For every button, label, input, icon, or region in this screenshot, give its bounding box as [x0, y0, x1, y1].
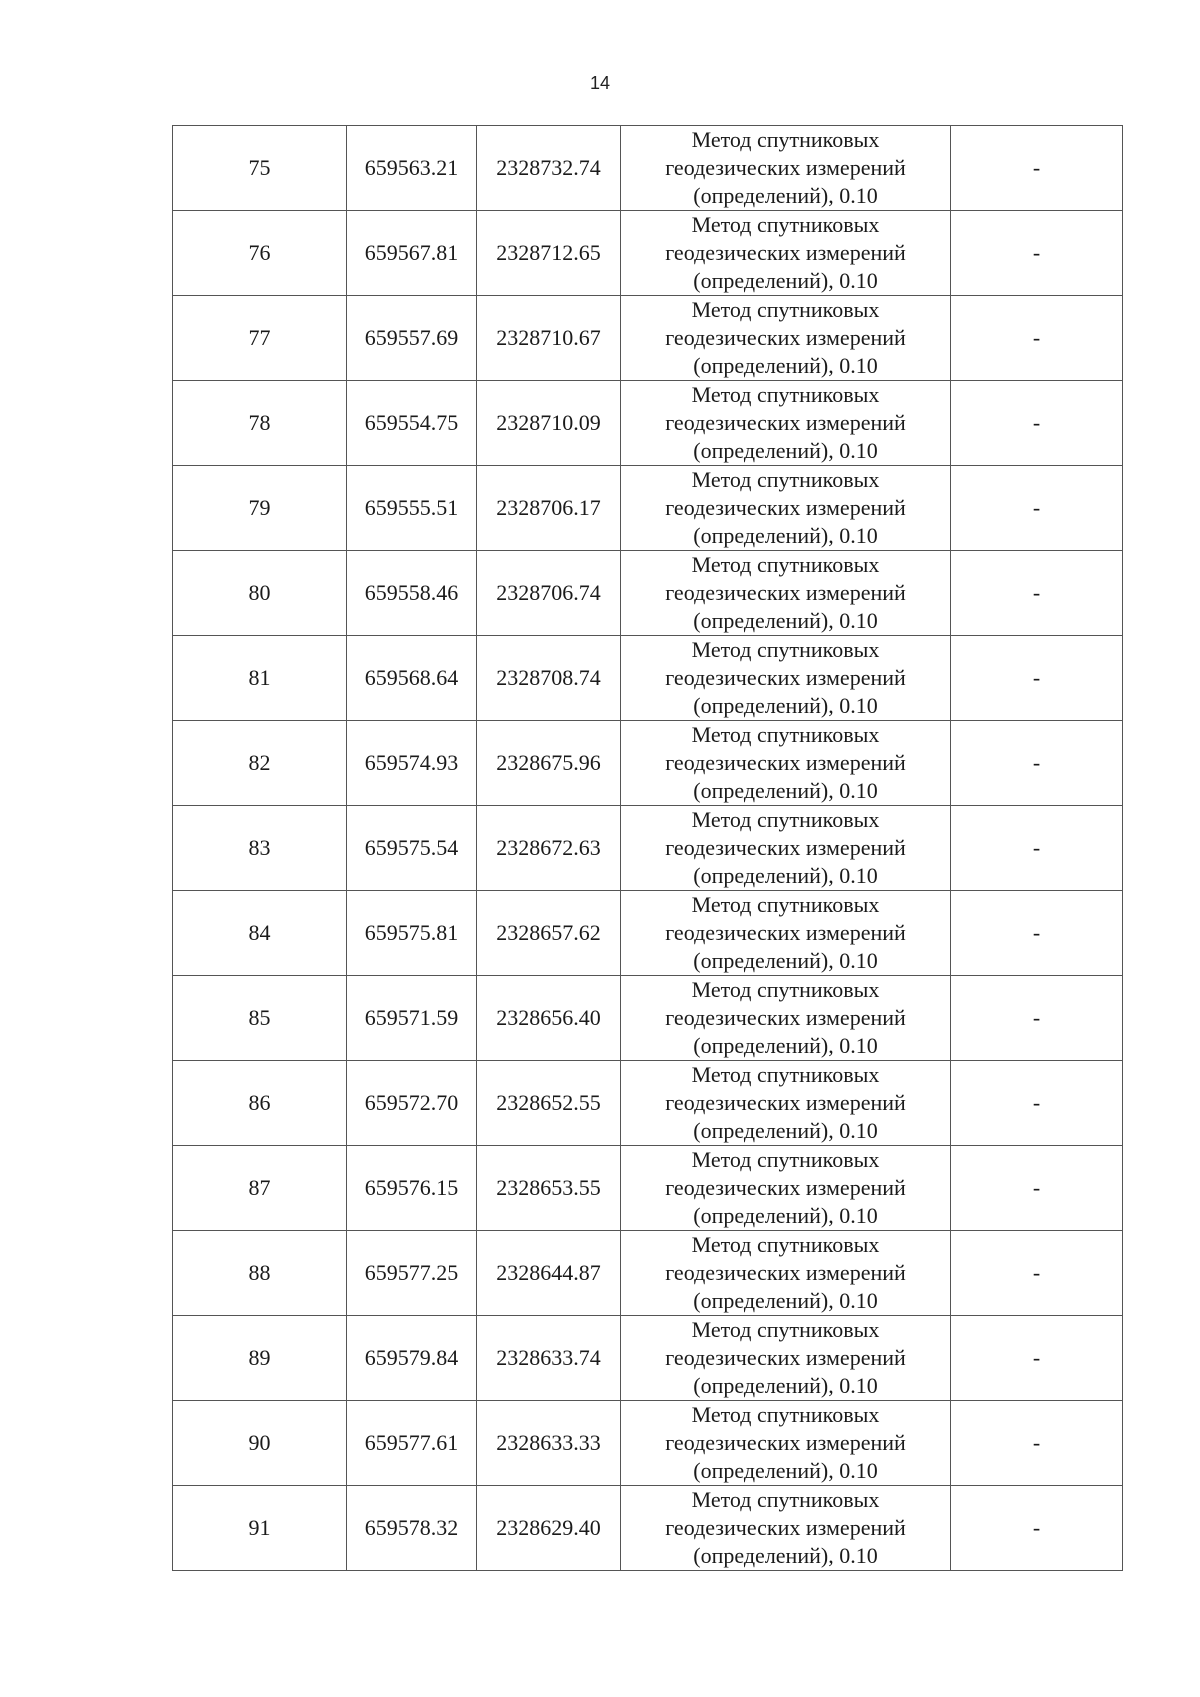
point-number-cell: 76 — [173, 211, 347, 296]
note-cell: - — [951, 1401, 1123, 1486]
method-line: геодезических измерений — [665, 835, 906, 860]
method-line: (определений), 0.10 — [693, 1288, 878, 1313]
method-line: геодезических измерений — [665, 750, 906, 775]
x-coordinate-cell: 659578.32 — [347, 1486, 477, 1571]
method-cell — [621, 976, 951, 1061]
method-line: (определений), 0.10 — [693, 268, 878, 293]
note-cell: - — [951, 1061, 1123, 1146]
note-cell: - — [951, 551, 1123, 636]
method-line: геодезических измерений — [665, 1515, 906, 1540]
method-line: геодезических измерений — [665, 665, 906, 690]
method-cell — [621, 636, 951, 721]
method-line: Метод спутниковых — [691, 1317, 880, 1342]
x-coordinate-cell: 659571.59 — [347, 976, 477, 1061]
method-cell — [621, 551, 951, 636]
x-coordinate-cell: 659558.46 — [347, 551, 477, 636]
y-coordinate-cell: 2328657.62 — [477, 891, 621, 976]
point-number-cell: 80 — [173, 551, 347, 636]
method-cell — [621, 1486, 951, 1571]
note-cell: - — [951, 1486, 1123, 1571]
method-line: Метод спутниковых — [691, 1487, 880, 1512]
y-coordinate-cell: 2328656.40 — [477, 976, 621, 1061]
method-line: (определений), 0.10 — [693, 1458, 878, 1483]
method-line: Метод спутниковых — [691, 1147, 880, 1172]
x-coordinate-cell: 659579.84 — [347, 1316, 477, 1401]
method-cell — [621, 1146, 951, 1231]
table-row — [173, 296, 1123, 381]
note-cell: - — [951, 891, 1123, 976]
point-number-cell: 84 — [173, 891, 347, 976]
method-line: (определений), 0.10 — [693, 353, 878, 378]
note-cell: - — [951, 976, 1123, 1061]
x-coordinate-cell: 659563.21 — [347, 126, 477, 211]
method-line: геодезических измерений — [665, 1090, 906, 1115]
y-coordinate-cell: 2328712.65 — [477, 211, 621, 296]
table-row — [173, 636, 1123, 721]
method-line: Метод спутниковых — [691, 382, 880, 407]
method-line: (определений), 0.10 — [693, 863, 878, 888]
method-line: (определений), 0.10 — [693, 778, 878, 803]
method-cell — [621, 721, 951, 806]
table-row — [173, 1401, 1123, 1486]
x-coordinate-cell: 659577.25 — [347, 1231, 477, 1316]
method-line: (определений), 0.10 — [693, 948, 878, 973]
note-cell: - — [951, 1316, 1123, 1401]
method-line: (определений), 0.10 — [693, 1033, 878, 1058]
point-number-cell: 78 — [173, 381, 347, 466]
y-coordinate-cell: 2328706.74 — [477, 551, 621, 636]
note-cell: - — [951, 1146, 1123, 1231]
note-cell: - — [951, 466, 1123, 551]
method-line: Метод спутниковых — [691, 637, 880, 662]
method-cell — [621, 1401, 951, 1486]
x-coordinate-cell: 659574.93 — [347, 721, 477, 806]
point-number-cell: 75 — [173, 126, 347, 211]
y-coordinate-cell: 2328644.87 — [477, 1231, 621, 1316]
point-number-cell: 79 — [173, 466, 347, 551]
note-cell: - — [951, 721, 1123, 806]
method-cell — [621, 126, 951, 211]
y-coordinate-cell: 2328732.74 — [477, 126, 621, 211]
note-cell: - — [951, 1231, 1123, 1316]
method-line: геодезических измерений — [665, 495, 906, 520]
method-line: Метод спутниковых — [691, 1232, 880, 1257]
x-coordinate-cell: 659555.51 — [347, 466, 477, 551]
table-row — [173, 1061, 1123, 1146]
method-cell — [621, 806, 951, 891]
x-coordinate-cell: 659568.64 — [347, 636, 477, 721]
table-row — [173, 466, 1123, 551]
note-cell: - — [951, 296, 1123, 381]
table-row — [173, 551, 1123, 636]
table-row — [173, 806, 1123, 891]
method-line: Метод спутниковых — [691, 127, 880, 152]
method-line: Метод спутниковых — [691, 977, 880, 1002]
table-row — [173, 381, 1123, 466]
method-line: геодезических измерений — [665, 1005, 906, 1030]
y-coordinate-cell: 2328633.33 — [477, 1401, 621, 1486]
method-line: Метод спутниковых — [691, 892, 880, 917]
method-line: (определений), 0.10 — [693, 1118, 878, 1143]
point-number-cell: 77 — [173, 296, 347, 381]
method-line: геодезических измерений — [665, 155, 906, 180]
point-number-cell: 81 — [173, 636, 347, 721]
method-line: геодезических измерений — [665, 1175, 906, 1200]
y-coordinate-cell: 2328652.55 — [477, 1061, 621, 1146]
method-line: геодезических измерений — [665, 920, 906, 945]
y-coordinate-cell: 2328675.96 — [477, 721, 621, 806]
method-line: (определений), 0.10 — [693, 438, 878, 463]
point-number-cell: 85 — [173, 976, 347, 1061]
y-coordinate-cell: 2328706.17 — [477, 466, 621, 551]
method-line: (определений), 0.10 — [693, 1543, 878, 1568]
y-coordinate-cell: 2328710.67 — [477, 296, 621, 381]
y-coordinate-cell: 2328710.09 — [477, 381, 621, 466]
table-row — [173, 721, 1123, 806]
point-number-cell: 88 — [173, 1231, 347, 1316]
table-row — [173, 891, 1123, 976]
note-cell: - — [951, 126, 1123, 211]
method-line: геодезических измерений — [665, 1430, 906, 1455]
method-line: Метод спутниковых — [691, 552, 880, 577]
x-coordinate-cell: 659567.81 — [347, 211, 477, 296]
method-cell — [621, 211, 951, 296]
table-row — [173, 1486, 1123, 1571]
table-row — [173, 126, 1123, 211]
method-cell — [621, 381, 951, 466]
method-line: геодезических измерений — [665, 325, 906, 350]
y-coordinate-cell: 2328633.74 — [477, 1316, 621, 1401]
method-line: Метод спутниковых — [691, 722, 880, 747]
method-cell — [621, 466, 951, 551]
table-row — [173, 1316, 1123, 1401]
method-line: Метод спутниковых — [691, 212, 880, 237]
point-number-cell: 90 — [173, 1401, 347, 1486]
x-coordinate-cell: 659557.69 — [347, 296, 477, 381]
method-line: (определений), 0.10 — [693, 608, 878, 633]
point-number-cell: 89 — [173, 1316, 347, 1401]
method-line: Метод спутниковых — [691, 1402, 880, 1427]
table-row — [173, 976, 1123, 1061]
x-coordinate-cell: 659572.70 — [347, 1061, 477, 1146]
method-line: Метод спутниковых — [691, 467, 880, 492]
method-cell — [621, 1061, 951, 1146]
x-coordinate-cell: 659554.75 — [347, 381, 477, 466]
point-number-cell: 87 — [173, 1146, 347, 1231]
x-coordinate-cell: 659577.61 — [347, 1401, 477, 1486]
coordinates-table — [172, 125, 1123, 1571]
method-line: Метод спутниковых — [691, 297, 880, 322]
y-coordinate-cell: 2328653.55 — [477, 1146, 621, 1231]
table-row — [173, 1146, 1123, 1231]
method-line: геодезических измерений — [665, 1260, 906, 1285]
y-coordinate-cell: 2328708.74 — [477, 636, 621, 721]
note-cell: - — [951, 636, 1123, 721]
method-line: геодезических измерений — [665, 1345, 906, 1370]
method-line: Метод спутниковых — [691, 1062, 880, 1087]
note-cell: - — [951, 806, 1123, 891]
method-line: геодезических измерений — [665, 410, 906, 435]
note-cell: - — [951, 381, 1123, 466]
point-number-cell: 91 — [173, 1486, 347, 1571]
table-row — [173, 211, 1123, 296]
method-line: геодезических измерений — [665, 580, 906, 605]
method-cell — [621, 1231, 951, 1316]
table-row — [173, 1231, 1123, 1316]
page-number: 14 — [589, 73, 611, 93]
point-number-cell: 82 — [173, 721, 347, 806]
y-coordinate-cell: 2328629.40 — [477, 1486, 621, 1571]
method-cell — [621, 1316, 951, 1401]
method-line: геодезических измерений — [665, 240, 906, 265]
method-line: (определений), 0.10 — [693, 1373, 878, 1398]
y-coordinate-cell: 2328672.63 — [477, 806, 621, 891]
method-line: Метод спутниковых — [691, 807, 880, 832]
method-line: (определений), 0.10 — [693, 693, 878, 718]
method-line: (определений), 0.10 — [693, 1203, 878, 1228]
note-cell: - — [951, 211, 1123, 296]
x-coordinate-cell: 659575.81 — [347, 891, 477, 976]
method-line: (определений), 0.10 — [693, 523, 878, 548]
method-line: (определений), 0.10 — [693, 183, 878, 208]
x-coordinate-cell: 659576.15 — [347, 1146, 477, 1231]
method-cell — [621, 891, 951, 976]
method-cell — [621, 296, 951, 381]
point-number-cell: 83 — [173, 806, 347, 891]
coordinates-table-body — [173, 126, 1123, 1571]
x-coordinate-cell: 659575.54 — [347, 806, 477, 891]
point-number-cell: 86 — [173, 1061, 347, 1146]
